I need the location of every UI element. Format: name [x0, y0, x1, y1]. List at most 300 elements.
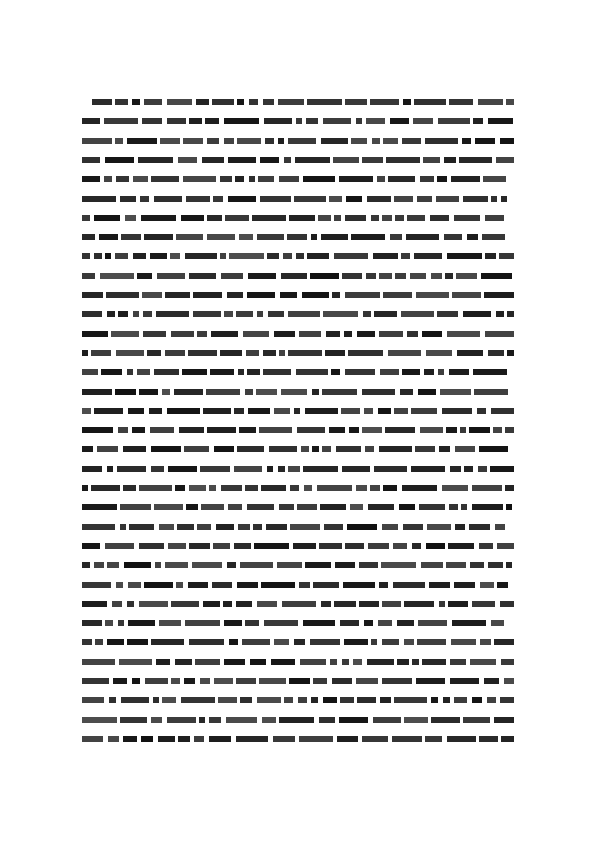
text-word	[450, 659, 466, 665]
text-word	[95, 639, 103, 645]
text-word	[82, 543, 100, 549]
text-word	[339, 717, 368, 723]
text-word	[485, 215, 504, 221]
text-word	[104, 176, 112, 182]
text-word	[390, 234, 402, 240]
text-word	[183, 176, 216, 182]
text-word	[109, 697, 116, 703]
text-word	[351, 138, 367, 144]
text-word	[248, 273, 276, 279]
text-word	[340, 620, 359, 626]
text-word	[257, 601, 277, 607]
text-word	[506, 562, 512, 568]
text-word	[451, 639, 476, 645]
text-word	[165, 562, 188, 568]
text-word	[128, 620, 155, 626]
text-word	[370, 485, 380, 491]
text-word	[264, 620, 298, 626]
text-word	[440, 389, 471, 395]
text-word	[407, 331, 418, 337]
text-word	[91, 350, 111, 356]
text-word	[279, 504, 294, 510]
text-word	[154, 369, 179, 375]
text-line	[82, 676, 514, 686]
text-word	[236, 736, 268, 742]
text-word	[385, 427, 415, 433]
text-word	[470, 562, 484, 568]
text-line	[82, 213, 514, 223]
text-word	[452, 292, 481, 298]
text-word	[504, 678, 514, 684]
text-word	[505, 485, 514, 491]
text-word	[282, 601, 316, 607]
text-word	[82, 118, 100, 124]
text-word	[479, 736, 498, 742]
text-word	[248, 408, 270, 414]
text-word	[478, 466, 487, 472]
text-word	[220, 350, 242, 356]
text-word	[475, 138, 495, 144]
text-word	[344, 331, 352, 337]
text-word	[490, 466, 514, 472]
text-line	[82, 425, 514, 435]
text-word	[455, 524, 465, 530]
text-word	[499, 253, 514, 259]
text-word	[457, 350, 483, 356]
text-word	[313, 678, 327, 684]
text-word	[464, 466, 473, 472]
text-word	[281, 389, 307, 395]
text-word	[402, 138, 421, 144]
text-word	[319, 717, 335, 723]
text-word	[212, 99, 234, 105]
text-word	[290, 524, 320, 530]
text-word	[104, 118, 138, 124]
text-word	[467, 234, 478, 240]
text-word	[128, 582, 141, 588]
text-word	[82, 389, 112, 395]
text-word	[412, 659, 419, 665]
text-line	[82, 657, 514, 667]
text-word	[303, 620, 335, 626]
text-word	[181, 697, 215, 703]
text-word	[167, 717, 196, 723]
text-word	[367, 196, 391, 202]
text-line	[82, 174, 514, 184]
text-word	[365, 446, 374, 452]
text-word	[444, 157, 456, 163]
text-word	[400, 389, 413, 395]
text-word	[82, 427, 113, 433]
text-word	[345, 369, 375, 375]
text-word	[357, 331, 375, 337]
text-word	[171, 601, 199, 607]
text-word	[225, 215, 249, 221]
text-word	[259, 678, 286, 684]
text-word	[341, 408, 360, 414]
text-word	[362, 427, 382, 433]
text-word	[442, 485, 468, 491]
text-word	[261, 582, 295, 588]
text-word	[289, 678, 310, 684]
text-word	[224, 138, 234, 144]
text-word	[167, 99, 192, 105]
text-word	[449, 99, 473, 105]
text-word	[127, 138, 157, 144]
text-word	[447, 736, 476, 742]
text-word	[237, 582, 258, 588]
text-word	[419, 504, 445, 510]
text-word	[183, 138, 203, 144]
text-word	[446, 562, 466, 568]
text-word	[462, 138, 471, 144]
text-line	[82, 483, 514, 493]
text-word	[454, 582, 475, 588]
text-word	[94, 562, 104, 568]
text-word	[240, 562, 273, 568]
text-word	[137, 369, 150, 375]
text-word	[145, 678, 168, 684]
text-line	[82, 560, 514, 570]
text-word	[313, 582, 339, 588]
text-word	[377, 176, 385, 182]
text-word	[326, 331, 340, 337]
text-word	[287, 234, 307, 240]
text-word	[202, 157, 224, 163]
text-word	[487, 697, 496, 703]
text-word	[186, 504, 198, 510]
text-word	[339, 176, 373, 182]
text-word	[388, 350, 421, 356]
text-word	[138, 157, 173, 163]
text-word	[92, 99, 112, 105]
text-line	[82, 309, 514, 319]
text-word	[249, 99, 258, 105]
text-word	[199, 717, 205, 723]
text-word	[449, 504, 458, 510]
text-word	[382, 215, 392, 221]
text-word	[383, 485, 397, 491]
text-word	[82, 215, 90, 221]
text-word	[356, 678, 378, 684]
text-word	[416, 292, 449, 298]
text-word	[340, 697, 354, 703]
text-word	[224, 659, 245, 665]
text-word	[206, 389, 240, 395]
text-line	[82, 290, 514, 300]
text-word	[451, 176, 480, 182]
text-word	[269, 446, 297, 452]
text-word	[133, 253, 146, 259]
text-word	[294, 196, 326, 202]
text-word	[394, 196, 413, 202]
text-word	[437, 311, 458, 317]
text-word	[229, 253, 264, 259]
text-word	[205, 118, 219, 124]
text-word	[379, 582, 388, 588]
text-word	[226, 717, 257, 723]
text-word	[278, 99, 304, 105]
text-word	[424, 369, 434, 375]
text-word	[382, 524, 398, 530]
text-line	[82, 136, 514, 146]
text-word	[267, 466, 273, 472]
text-word	[395, 215, 404, 221]
text-word	[437, 176, 447, 182]
text-word	[394, 697, 427, 703]
text-word	[121, 234, 141, 240]
text-word	[245, 389, 253, 395]
text-word	[334, 253, 368, 259]
text-word	[178, 736, 190, 742]
text-word	[224, 118, 259, 124]
text-word	[362, 157, 383, 163]
text-word	[209, 717, 221, 723]
text-line	[82, 734, 514, 744]
text-word	[418, 620, 447, 626]
text-word	[82, 331, 108, 337]
text-word	[311, 697, 318, 703]
text-word	[371, 215, 379, 221]
text-word	[121, 697, 149, 703]
text-word	[235, 176, 244, 182]
text-word	[246, 350, 259, 356]
text-word	[407, 215, 425, 221]
text-word	[301, 446, 309, 452]
text-word	[425, 138, 458, 144]
text-word	[288, 138, 316, 144]
text-word	[506, 99, 514, 105]
text-word	[393, 543, 407, 549]
text-word	[505, 427, 514, 433]
text-word	[137, 273, 152, 279]
text-word	[304, 485, 312, 491]
text-word	[82, 659, 115, 665]
text-word	[258, 176, 274, 182]
text-word	[94, 408, 123, 414]
text-line	[82, 715, 514, 725]
text-word	[366, 273, 376, 279]
body-text	[82, 97, 514, 752]
text-word	[485, 331, 514, 337]
text-word	[288, 311, 320, 317]
text-word	[347, 524, 377, 530]
text-word	[415, 446, 435, 452]
text-word	[203, 601, 220, 607]
text-word	[189, 485, 206, 491]
text-word	[303, 176, 335, 182]
text-word	[115, 389, 136, 395]
text-word	[176, 234, 203, 240]
text-word	[404, 601, 434, 607]
text-word	[404, 717, 428, 723]
text-word	[494, 639, 514, 645]
text-word	[142, 292, 162, 298]
text-word	[480, 639, 491, 645]
text-word	[332, 292, 340, 298]
text-word	[125, 215, 136, 221]
text-word	[195, 659, 220, 665]
text-word	[420, 427, 443, 433]
text-word	[132, 99, 140, 105]
text-word	[491, 408, 514, 414]
text-word	[483, 176, 506, 182]
text-word	[247, 369, 260, 375]
text-word	[221, 273, 243, 279]
text-word	[450, 678, 479, 684]
text-word	[175, 485, 185, 491]
text-word	[213, 196, 223, 202]
text-word	[176, 582, 183, 588]
text-word	[448, 543, 474, 549]
text-word	[436, 196, 459, 202]
text-word	[403, 99, 411, 105]
text-word	[454, 697, 467, 703]
text-word	[94, 215, 120, 221]
text-word	[82, 350, 88, 356]
text-word	[196, 99, 209, 105]
text-word	[370, 99, 399, 105]
text-word	[188, 350, 217, 356]
text-word	[82, 697, 104, 703]
text-word	[472, 504, 503, 510]
text-word	[229, 639, 238, 645]
text-word	[281, 273, 307, 279]
text-word	[82, 620, 102, 626]
text-word	[112, 601, 122, 607]
text-word	[446, 427, 457, 433]
text-word	[379, 446, 412, 452]
text-word	[323, 697, 337, 703]
text-word	[310, 639, 340, 645]
text-word	[420, 176, 434, 182]
text-word	[382, 639, 399, 645]
text-word	[140, 196, 149, 202]
text-line	[82, 444, 514, 454]
text-word	[82, 157, 100, 163]
text-word	[345, 543, 364, 549]
text-word	[495, 524, 505, 530]
text-word	[278, 138, 284, 144]
text-word	[82, 504, 117, 510]
text-word	[151, 176, 179, 182]
text-word	[127, 369, 133, 375]
text-word	[494, 717, 514, 723]
text-word	[484, 678, 499, 684]
text-word	[142, 118, 162, 124]
text-word	[472, 697, 482, 703]
text-word	[345, 99, 367, 105]
text-word	[108, 736, 119, 742]
text-word	[118, 311, 128, 317]
text-word	[160, 138, 180, 144]
text-word	[237, 99, 244, 105]
text-word	[448, 601, 468, 607]
text-word	[491, 196, 497, 202]
text-word	[197, 331, 207, 337]
text-word	[101, 369, 122, 375]
text-word	[214, 678, 233, 684]
text-word	[239, 427, 256, 433]
text-word	[94, 253, 102, 259]
text-word	[105, 157, 134, 163]
text-word	[245, 485, 258, 491]
text-word	[342, 659, 349, 665]
text-word	[82, 524, 115, 530]
text-word	[236, 678, 256, 684]
text-word	[422, 659, 446, 665]
text-word	[107, 466, 113, 472]
text-word	[82, 369, 98, 375]
text-word	[373, 717, 401, 723]
text-word	[133, 311, 139, 317]
text-word	[280, 292, 297, 298]
text-word	[299, 331, 321, 337]
text-word	[460, 427, 466, 433]
text-word	[238, 369, 244, 375]
text-word	[425, 736, 442, 742]
text-word	[260, 157, 279, 163]
text-word	[247, 292, 275, 298]
text-word	[123, 736, 137, 742]
text-word	[257, 311, 263, 317]
text-word	[359, 601, 379, 607]
text-word	[368, 504, 394, 510]
text-word	[417, 196, 432, 202]
text-word	[119, 659, 152, 665]
text-word	[236, 311, 253, 317]
text-word	[351, 234, 385, 240]
text-word	[263, 369, 291, 375]
text-word	[429, 582, 450, 588]
text-word	[154, 504, 183, 510]
text-word	[431, 717, 460, 723]
text-word	[410, 273, 426, 279]
text-word	[372, 138, 380, 144]
text-word	[179, 427, 204, 433]
text-word	[197, 524, 211, 530]
text-word	[165, 350, 185, 356]
text-word	[151, 466, 164, 472]
text-word	[418, 389, 436, 395]
text-word	[188, 582, 208, 588]
text-word	[192, 562, 222, 568]
text-word	[332, 678, 352, 684]
text-word	[239, 234, 253, 240]
text-word	[106, 292, 139, 298]
text-word	[343, 582, 375, 588]
text-word	[185, 253, 217, 259]
text-word	[141, 736, 153, 742]
text-word	[200, 678, 210, 684]
text-word	[413, 118, 433, 124]
text-word	[500, 697, 514, 703]
text-word	[401, 253, 410, 259]
text-word	[279, 717, 314, 723]
text-word	[329, 196, 342, 202]
text-word	[207, 234, 235, 240]
text-word	[82, 582, 111, 588]
text-word	[139, 485, 172, 491]
text-word	[310, 273, 339, 279]
text-word	[167, 118, 186, 124]
text-word	[426, 543, 445, 549]
text-word	[438, 118, 470, 124]
text-word	[402, 369, 420, 375]
text-word	[322, 446, 331, 452]
text-word	[371, 639, 377, 645]
text-word	[300, 659, 326, 665]
